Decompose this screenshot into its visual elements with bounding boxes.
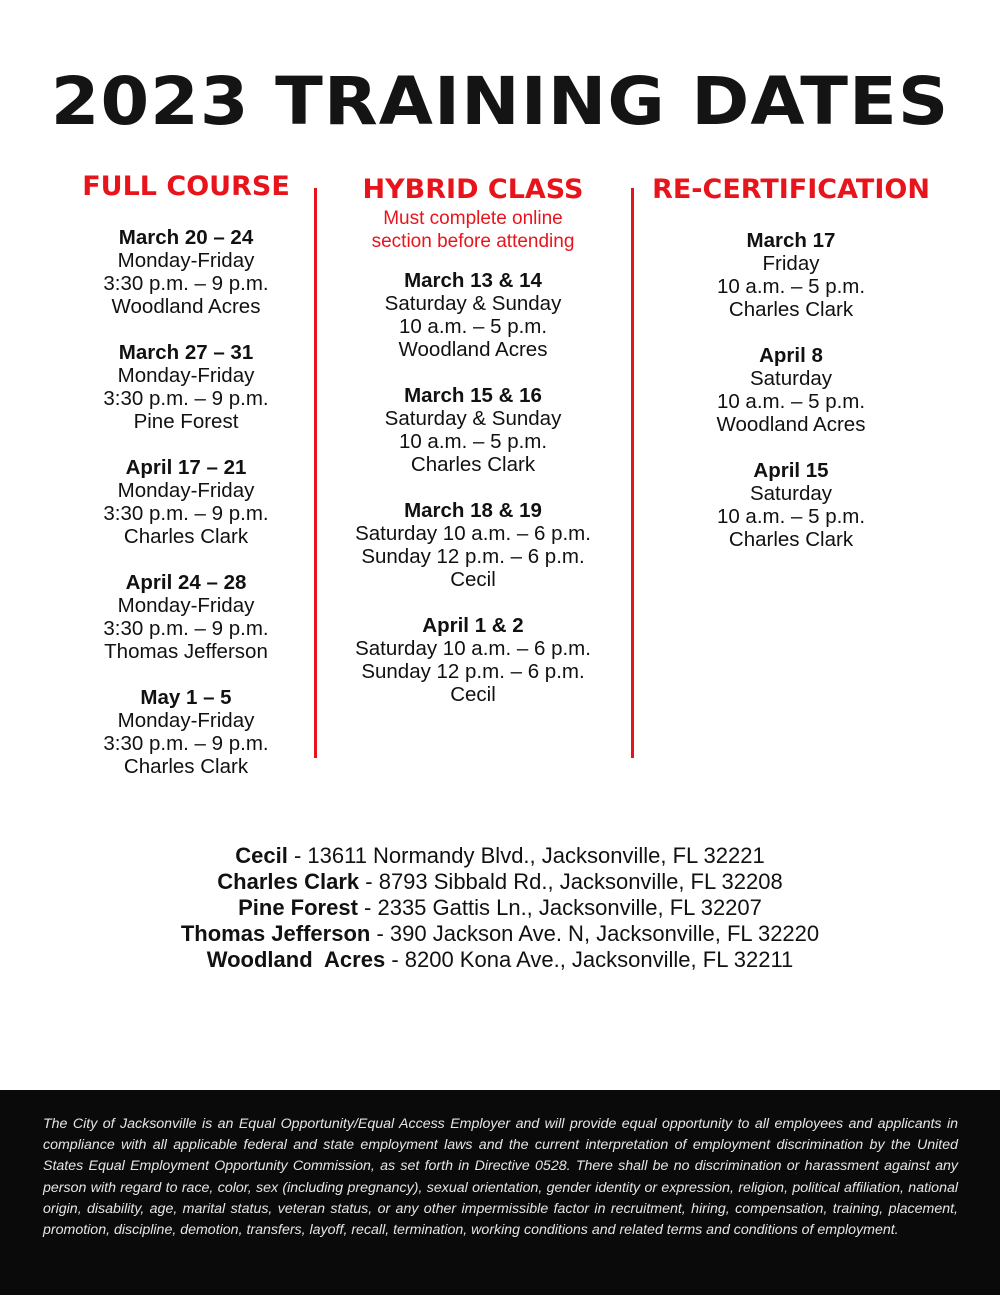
page-title: 2023 TRAINING DATES bbox=[50, 63, 950, 140]
entry-time: 10 a.m. – 5 p.m. bbox=[716, 505, 866, 528]
full-course-entry bbox=[46, 341, 326, 433]
entry-date: March 27 – 31 bbox=[118, 341, 254, 364]
column-divider bbox=[314, 188, 317, 758]
recertification-heading: RE-CERTIFICATION bbox=[652, 174, 930, 205]
entry-location: Cecil bbox=[450, 683, 496, 706]
location-address: - 8200 Kona Ave., Jacksonville, FL 32211 bbox=[385, 947, 794, 972]
entry-schedule: Saturday 10 a.m. – 6 p.m. bbox=[355, 637, 591, 660]
entry-location: Charles Clark bbox=[410, 453, 536, 476]
location-name: Charles Clark bbox=[217, 869, 360, 894]
entry-days: Monday-Friday bbox=[117, 364, 255, 387]
entry-schedule: Saturday 10 a.m. – 6 p.m. bbox=[355, 522, 591, 545]
entry-schedule: Sunday 12 p.m. – 6 p.m. bbox=[361, 545, 585, 568]
entry-schedule: Saturday & Sunday bbox=[384, 407, 562, 430]
entry-time: 3:30 p.m. – 9 p.m. bbox=[103, 387, 269, 410]
entry-location: Charles Clark bbox=[123, 525, 249, 548]
entry-date: April 17 – 21 bbox=[125, 456, 247, 479]
full-course-entry bbox=[46, 686, 326, 778]
entry-location: Woodland Acres bbox=[398, 338, 548, 361]
location-address: - 2335 Gattis Ln., Jacksonville, FL 32207 bbox=[357, 895, 762, 920]
entry-date: March 13 & 14 bbox=[404, 269, 542, 292]
entry-location: Pine Forest bbox=[133, 410, 239, 433]
entry-time: 3:30 p.m. – 9 p.m. bbox=[103, 732, 269, 755]
entry-location: Cecil bbox=[450, 568, 496, 591]
location-address: - 8793 Sibbald Rd., Jacksonville, FL 32208 bbox=[359, 869, 783, 894]
hybrid-class-entry bbox=[332, 384, 614, 476]
hybrid-class-note bbox=[332, 207, 614, 253]
location-name: Cecil bbox=[235, 843, 288, 868]
entry-schedule: 10 a.m. – 5 p.m. bbox=[398, 315, 548, 338]
entry-date: March 20 – 24 bbox=[118, 226, 254, 249]
hybrid-class-entry bbox=[332, 269, 614, 361]
entry-days: Monday-Friday bbox=[117, 709, 255, 732]
entry-location: Charles Clark bbox=[728, 528, 854, 551]
location-line bbox=[0, 843, 1000, 869]
recertification-entries bbox=[640, 229, 942, 551]
entry-date: April 8 bbox=[759, 344, 823, 367]
location-line bbox=[0, 895, 1000, 921]
footer bbox=[0, 1090, 1000, 1295]
entry-location: Woodland Acres bbox=[111, 295, 261, 318]
full-course-entry bbox=[46, 456, 326, 548]
location-address: - 390 Jackson Ave. N, Jacksonville, FL 32220 bbox=[370, 921, 820, 946]
locations-list bbox=[0, 843, 1000, 973]
entry-date: April 15 bbox=[753, 459, 829, 482]
entry-date: March 17 bbox=[746, 229, 836, 252]
full-course-entry bbox=[46, 571, 326, 663]
location-line bbox=[0, 921, 1000, 947]
entry-location: Thomas Jefferson bbox=[104, 640, 268, 663]
entry-schedule: Sunday 12 p.m. – 6 p.m. bbox=[361, 660, 585, 683]
entry-location: Woodland Acres bbox=[716, 413, 866, 436]
entry-days: Saturday bbox=[749, 482, 833, 505]
entry-location: Charles Clark bbox=[728, 298, 854, 321]
hybrid-class-entries bbox=[332, 269, 614, 706]
entry-time: 3:30 p.m. – 9 p.m. bbox=[103, 502, 269, 525]
full-course-entries bbox=[46, 226, 326, 778]
hybrid-class-column bbox=[332, 173, 614, 729]
entry-schedule: 10 a.m. – 5 p.m. bbox=[398, 430, 548, 453]
location-name: Woodland Acres bbox=[206, 947, 386, 972]
hybrid-class-heading: HYBRID CLASS bbox=[362, 174, 584, 205]
entry-schedule: Saturday & Sunday bbox=[384, 292, 562, 315]
entry-time: 3:30 p.m. – 9 p.m. bbox=[103, 617, 269, 640]
entry-days: Monday-Friday bbox=[117, 594, 255, 617]
entry-days: Saturday bbox=[749, 367, 833, 390]
entry-date: April 24 – 28 bbox=[125, 571, 247, 594]
full-course-entry bbox=[46, 226, 326, 318]
recertification-entry bbox=[640, 344, 942, 436]
eeo-disclaimer: The City of Jacksonville is an Equal Opportunity/Equal Access Employer and will provide equal opportunity to all employees and applicants in compliance with all applicable federal and state employment laws and the current interpretation of employment discrimination by the United States Equal Employment Opportunity Commission, as set forth in Directive 0528. There shall be no discrimination or harassment against any person with regard to race, color, sex (including pregnancy), sexual orientation, gender identity or expression, religion, political affiliation, national origin, disability, age, marital status, veteran status, or any other impermissible factor in recruitment, hiring, compensation, training, placement, promotion, discipline, demotion, transfers, layoff, recall, termination, working conditions and related terms and conditions of employment. bbox=[43, 1116, 958, 1239]
column-divider bbox=[631, 188, 634, 758]
full-course-column bbox=[46, 170, 326, 801]
entry-time: 3:30 p.m. – 9 p.m. bbox=[103, 272, 269, 295]
location-name: Pine Forest bbox=[238, 895, 358, 920]
entry-days: Friday bbox=[762, 252, 820, 275]
hybrid-class-entry bbox=[332, 499, 614, 591]
location-address: - 13611 Normandy Blvd., Jacksonville, FL 32221 bbox=[287, 843, 765, 868]
location-name: Thomas Jefferson bbox=[180, 921, 371, 946]
entry-location: Charles Clark bbox=[123, 755, 249, 778]
entry-days: Monday-Friday bbox=[117, 479, 255, 502]
entry-days: Monday-Friday bbox=[117, 249, 255, 272]
entry-date: March 15 & 16 bbox=[404, 384, 542, 407]
full-course-heading: FULL COURSE bbox=[82, 171, 290, 202]
recertification-entry bbox=[640, 229, 942, 321]
location-line bbox=[0, 869, 1000, 895]
hybrid-note-line: section before attending bbox=[371, 231, 575, 252]
hybrid-class-entry bbox=[332, 614, 614, 706]
entry-time: 10 a.m. – 5 p.m. bbox=[716, 390, 866, 413]
hybrid-note-line: Must complete online bbox=[383, 208, 563, 229]
location-line bbox=[0, 947, 1000, 973]
recertification-entry bbox=[640, 459, 942, 551]
entry-date: April 1 & 2 bbox=[422, 614, 524, 637]
recertification-column bbox=[640, 173, 942, 574]
entry-time: 10 a.m. – 5 p.m. bbox=[716, 275, 866, 298]
entry-date: May 1 – 5 bbox=[140, 686, 232, 709]
entry-date: March 18 & 19 bbox=[404, 499, 542, 522]
